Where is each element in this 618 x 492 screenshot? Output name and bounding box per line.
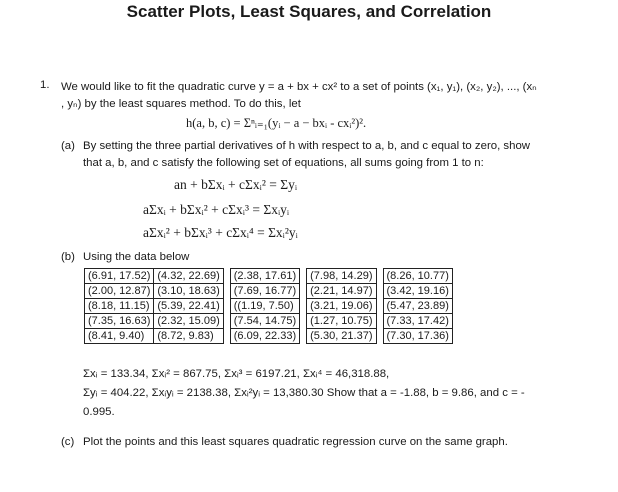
table-cell: (7.33, 17.42) bbox=[383, 314, 452, 329]
table-cell: (2.21, 14.97) bbox=[307, 284, 376, 299]
part-c-text: Plot the points and this least squares quadratic regression curve on the same graph. bbox=[83, 436, 508, 448]
table-cell: (8.41, 9.40) bbox=[85, 329, 154, 344]
table-row bbox=[85, 329, 453, 344]
normal-equation-2: aΣxᵢ + bΣxᵢ² + cΣxᵢ³ = Σxᵢyᵢ bbox=[143, 202, 290, 217]
table-cell: (1.27, 10.75) bbox=[307, 314, 376, 329]
table-cell: (7.69, 16.77) bbox=[230, 284, 299, 299]
table-cell: (8.18, 11.15) bbox=[85, 299, 154, 314]
table-row bbox=[85, 269, 453, 284]
table-cell: (6.09, 22.33) bbox=[230, 329, 299, 344]
part-b-intro: Using the data below bbox=[83, 251, 190, 263]
normal-equation-3: aΣxᵢ² + bΣxᵢ³ + cΣxᵢ⁴ = Σxᵢ²yᵢ bbox=[143, 225, 298, 240]
part-a-line-2: that a, b, and c satisfy the following set of equations, all sums going from 1 to n: bbox=[83, 157, 484, 169]
h-function-equation: h(a, b, c) = Σⁿᵢ₌₁(yᵢ − a − bxᵢ - cxᵢ²)². bbox=[186, 116, 367, 130]
part-a-label: (a) bbox=[61, 140, 75, 152]
table-cell: (3.21, 19.06) bbox=[307, 299, 376, 314]
table-cell: ((1.19, 7.50) bbox=[230, 299, 299, 314]
intro-line-1: We would like to fit the quadratic curve y = a + bx + cx² to a set of points (x₁, y₁), (x₂, y₂), ..., (xₙ bbox=[61, 81, 537, 93]
table-cell: (8.72, 9.83) bbox=[154, 329, 223, 344]
problem-number: 1. bbox=[40, 79, 50, 91]
part-c-label: (c) bbox=[61, 436, 75, 448]
data-points-table bbox=[84, 268, 453, 344]
table-cell: (5.47, 23.89) bbox=[383, 299, 452, 314]
table-cell: (2.38, 17.61) bbox=[230, 269, 299, 284]
part-a-line-1: By setting the three partial derivatives of h with respect to a, b, and c equal to zero, show bbox=[83, 140, 531, 152]
sums-line-1: Σxᵢ = 133.34, Σxᵢ² = 867.75, Σxᵢ³ = 6197.21, Σxᵢ⁴ = 46,318.88, bbox=[83, 368, 390, 380]
sums-line-3: 0.995. bbox=[83, 406, 115, 418]
table-cell: (5.39, 22.41) bbox=[154, 299, 223, 314]
table-cell: (7.98, 14.29) bbox=[307, 269, 376, 284]
table-cell: (7.35, 16.63) bbox=[85, 314, 154, 329]
part-b-label: (b) bbox=[61, 251, 75, 263]
table-cell: (7.54, 14.75) bbox=[230, 314, 299, 329]
table-cell: (6.91, 17.52) bbox=[85, 269, 154, 284]
page-title: Scatter Plots, Least Squares, and Correlation bbox=[126, 2, 492, 21]
table-cell: (4.32, 22.69) bbox=[154, 269, 223, 284]
table-cell: (5.30, 21.37) bbox=[307, 329, 376, 344]
table-cell: (2.00, 12.87) bbox=[85, 284, 154, 299]
table-cell: (3.42, 19.16) bbox=[383, 284, 452, 299]
table-cell: (3.10, 18.63) bbox=[154, 284, 223, 299]
sums-line-2: Σyᵢ = 404.22, Σxᵢyᵢ = 2138.38, Σxᵢ²yᵢ = 13,380.30 Show that a = -1.88, b = 9.86, and c = - bbox=[83, 387, 525, 399]
table-cell: (2.32, 15.09) bbox=[154, 314, 223, 329]
intro-line-2: , yₙ) by the least squares method. To do this, let bbox=[61, 98, 301, 110]
normal-equation-1: an + bΣxᵢ + cΣxᵢ² = Σyᵢ bbox=[174, 177, 298, 192]
table-row bbox=[85, 284, 453, 299]
table-cell: (7.30, 17.36) bbox=[383, 329, 452, 344]
table-cell: (8.26, 10.77) bbox=[383, 269, 452, 284]
table-row bbox=[85, 299, 453, 314]
table-row bbox=[85, 314, 453, 329]
